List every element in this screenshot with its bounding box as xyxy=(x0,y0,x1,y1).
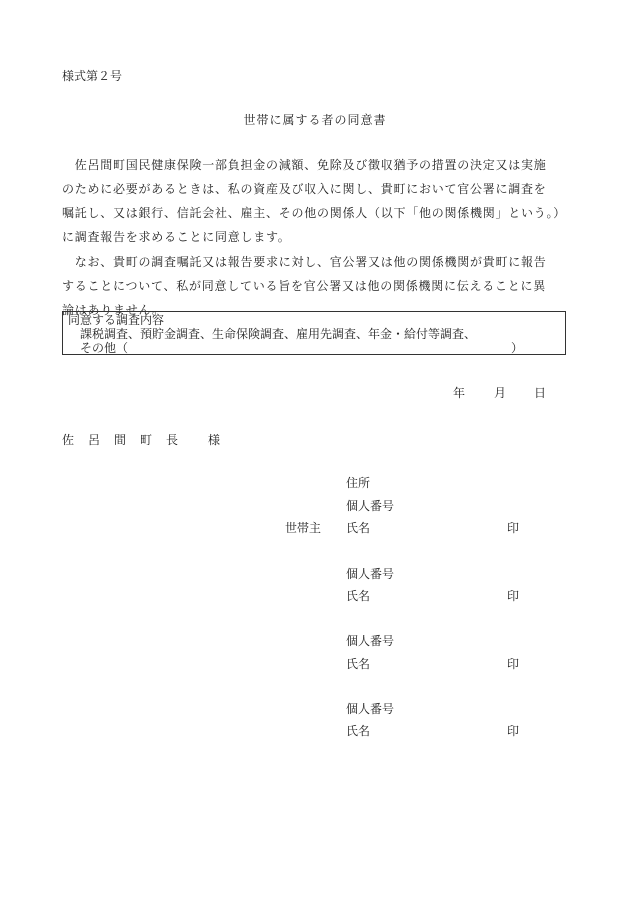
consent-other-close: ） xyxy=(511,341,524,355)
body-line: のために必要があるときは、私の資産及び収入に関し、貴町において官公署に調査を xyxy=(62,182,547,196)
consent-items: 課税調査、預貯金調査、生命保険調査、雇用先調査、年金・給付等調査、 xyxy=(80,327,477,341)
head-of-household-label: 世帯主 xyxy=(285,521,322,535)
body-line: することについて、私が同意している旨を官公署又は他の関係機関に伝えることに異 xyxy=(62,279,547,293)
document-title: 世帯に属する者の同意書 xyxy=(243,113,387,127)
personal-number-label: 個人番号 xyxy=(346,567,395,581)
name-label: 氏名 xyxy=(346,724,371,738)
body-line: なお、貴町の調査嘱託又は報告要求に対し、官公署又は他の関係機関が貴町に報告 xyxy=(62,255,547,269)
seal-mark: 印 xyxy=(507,589,520,603)
consent-other-label: その他（ xyxy=(80,341,129,355)
body-line: 佐呂間町国民健康保険一部負担金の減額、免除及び徴収猶予の措置の決定又は実施 xyxy=(62,158,547,172)
body-line: に調査報告を求めることに同意します。 xyxy=(62,230,291,244)
address-label: 住所 xyxy=(346,476,371,490)
body-line: 嘱託し、又は銀行、信託会社、雇主、その他の関係人（以下「他の関係機関」という。） xyxy=(62,206,567,220)
date-year: 年 xyxy=(453,386,466,400)
addressee-honorific: 様 xyxy=(208,433,221,447)
personal-number-label: 個人番号 xyxy=(346,702,395,716)
seal-mark: 印 xyxy=(507,724,520,738)
seal-mark: 印 xyxy=(507,657,520,671)
form-number: 様式第２号 xyxy=(62,69,123,83)
name-label: 氏名 xyxy=(346,521,371,535)
name-label: 氏名 xyxy=(346,589,371,603)
consent-box xyxy=(62,311,566,355)
personal-number-label: 個人番号 xyxy=(346,499,395,513)
consent-heading: 同意する調査内容 xyxy=(68,313,165,327)
body-line: 論はありません。 xyxy=(62,303,165,317)
addressee-name: 佐 呂 間 町 長 xyxy=(62,433,180,447)
date-month: 月 xyxy=(494,386,507,400)
seal-mark: 印 xyxy=(507,521,520,535)
personal-number-label: 個人番号 xyxy=(346,634,395,648)
name-label: 氏名 xyxy=(346,657,371,671)
date-day: 日 xyxy=(534,386,547,400)
